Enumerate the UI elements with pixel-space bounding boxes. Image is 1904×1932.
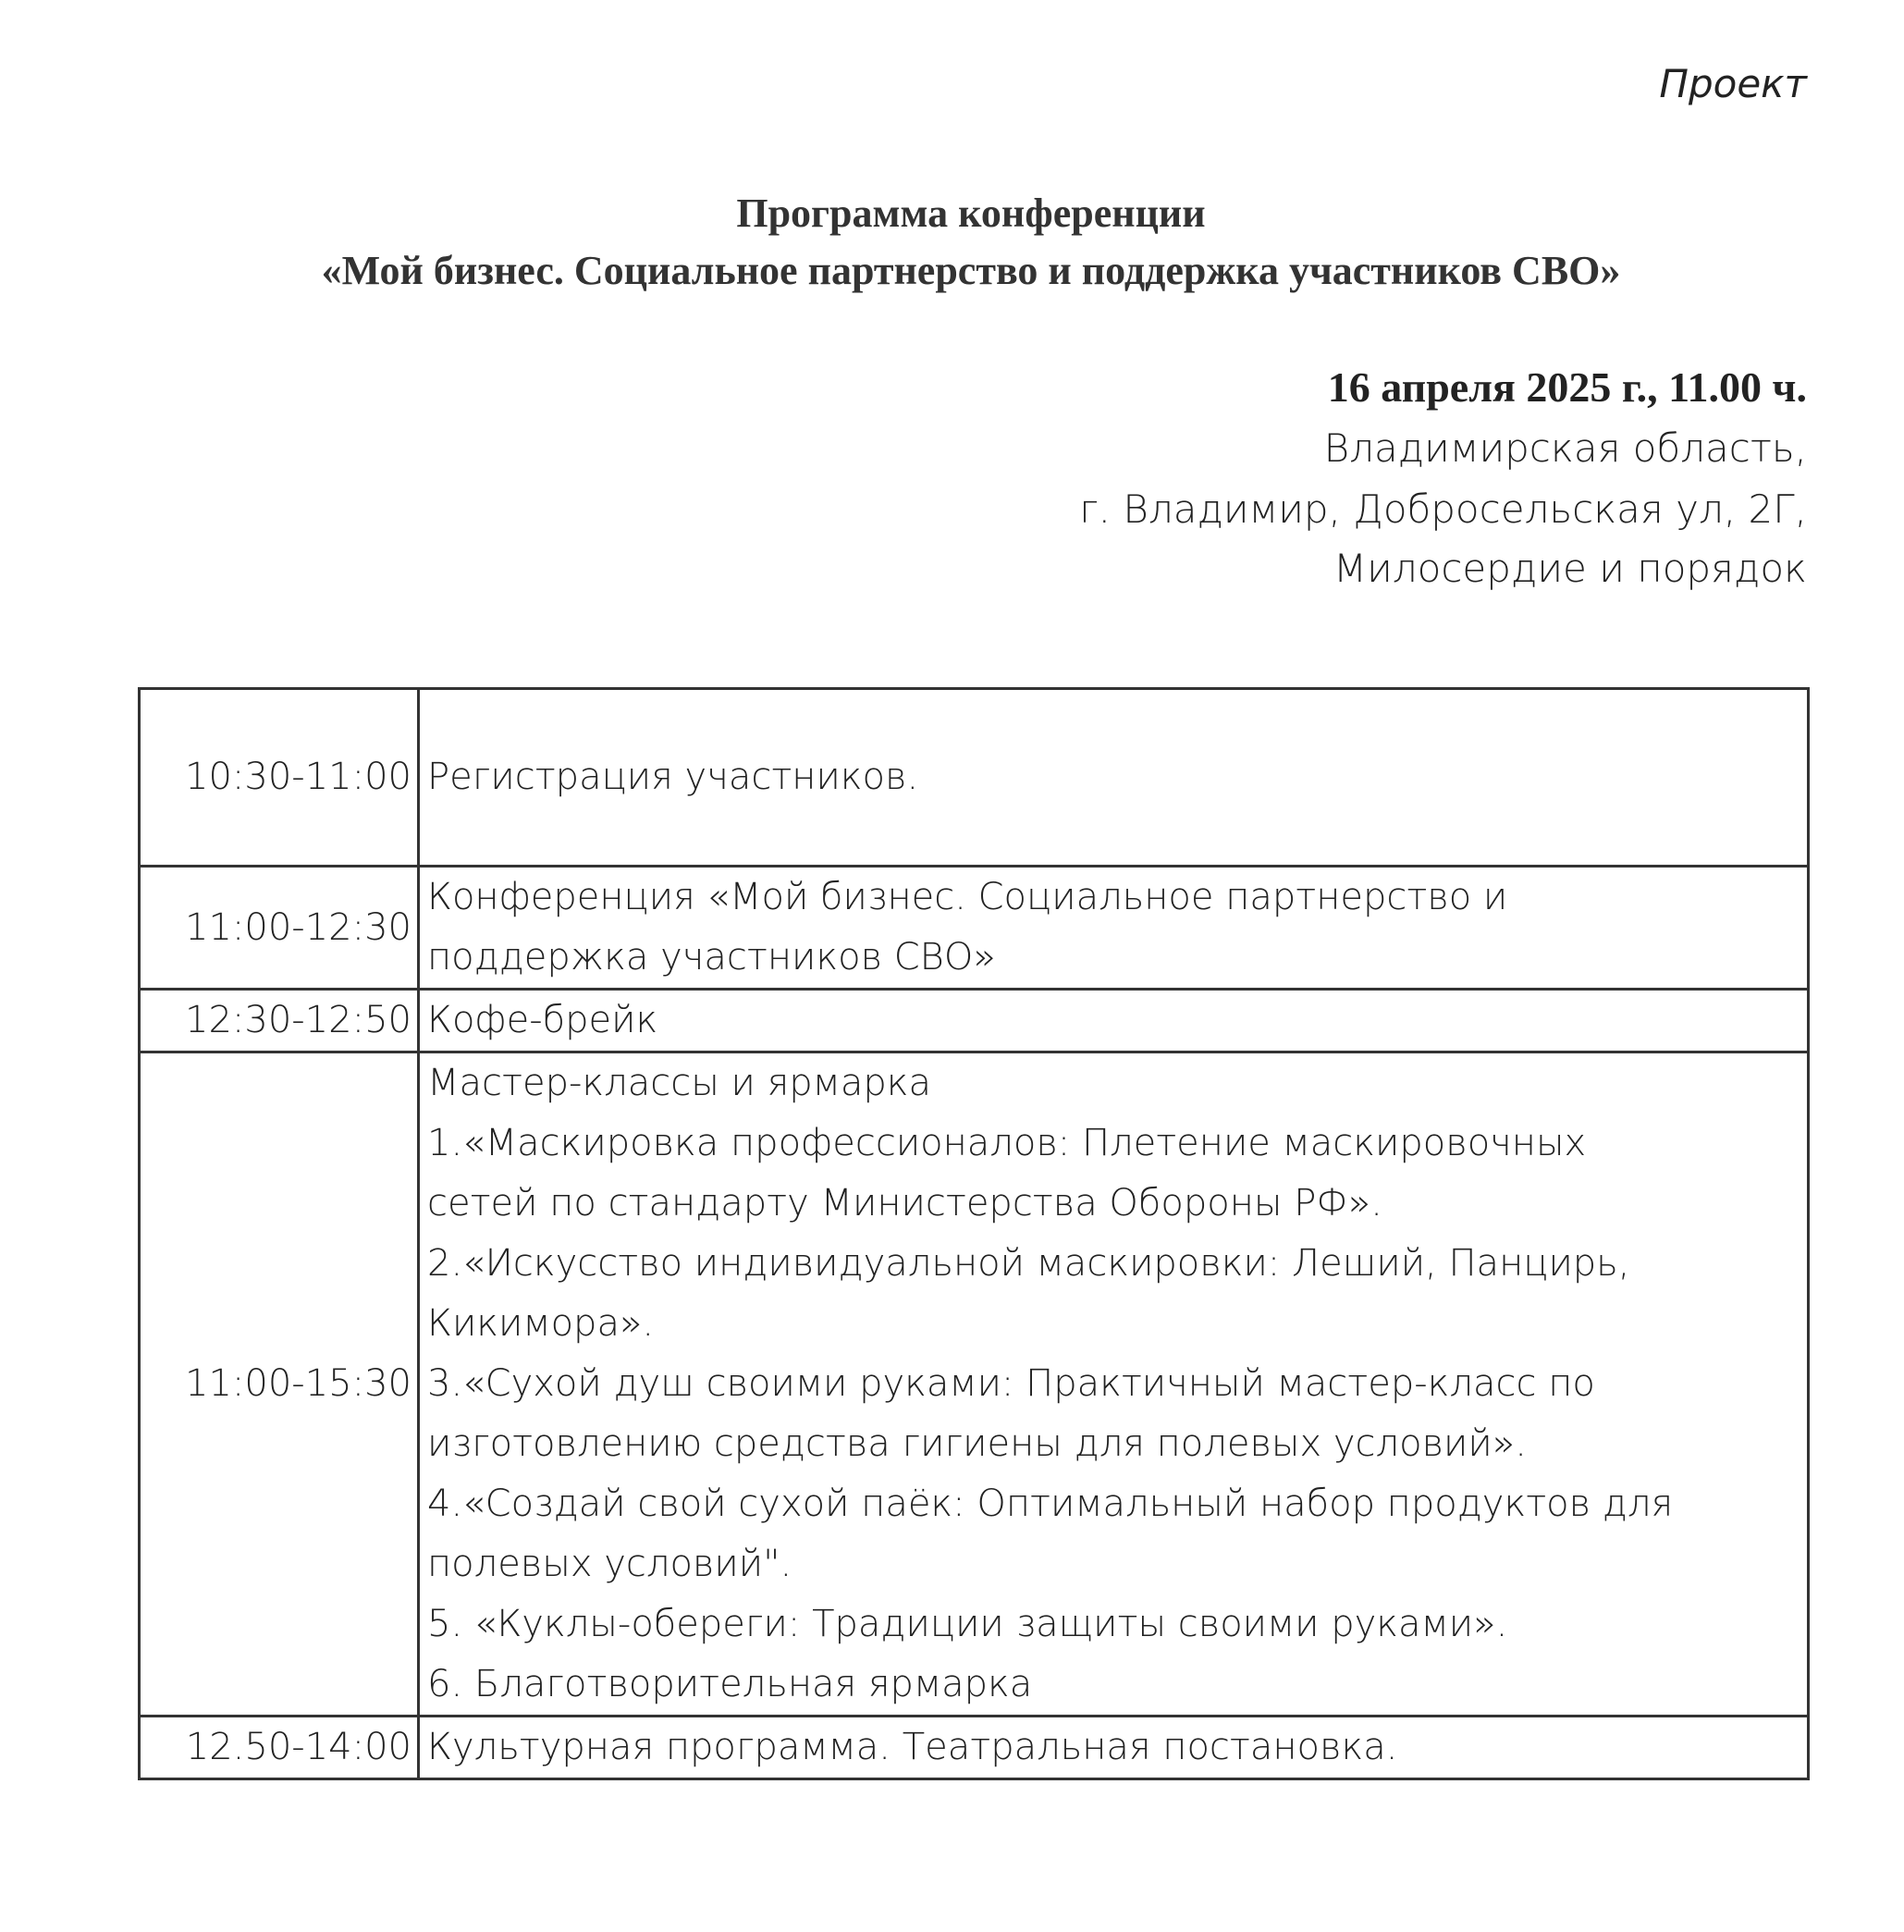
activity-line: Конференция «Мой бизнес. Социальное партнерство и xyxy=(427,876,1508,918)
draft-label: Проект xyxy=(1659,61,1807,106)
activity-line: 3.«Сухой душ своими руками: Практичный мастер-класс по xyxy=(427,1362,1595,1405)
address-line: г. Владимир, Добросельская ул, 2Г, xyxy=(1079,486,1807,532)
activity-line: поддержка участников СВО» xyxy=(427,936,996,978)
activity-line: 1.«Маскировка профессионалов: Плетение маскировочных xyxy=(427,1122,1587,1164)
table-row xyxy=(140,1717,1809,1779)
activity-line: 5. «Куклы-обереги: Традиции защиты своими руками». xyxy=(427,1603,1508,1645)
activity-line: Кофе-брейк xyxy=(427,999,658,1041)
address-line: Владимирская область, xyxy=(1323,425,1807,471)
activity-line: Регистрация участников. xyxy=(427,756,919,798)
event-date: 16 апреля 2025 г., 11.00 ч. xyxy=(1327,363,1807,411)
activity-line: Культурная программа. Театральная постановка. xyxy=(427,1726,1398,1768)
activity-cell xyxy=(419,990,1809,1052)
activity-line: 2.«Искусство индивидуальной маскировки: Леший, Панцирь, xyxy=(427,1242,1630,1285)
time-cell: 10:30-11:00 xyxy=(140,689,419,867)
schedule-table xyxy=(138,687,1810,1780)
activity-line: Кикимора». xyxy=(427,1302,655,1345)
time-cell: 12:30-12:50 xyxy=(140,990,419,1052)
table-row xyxy=(140,867,1809,990)
time-cell: 12.50-14:00 xyxy=(140,1717,419,1779)
table-row xyxy=(140,990,1809,1052)
activity-cell xyxy=(419,689,1809,867)
activity-line: сетей по стандарту Министерства Обороны РФ». xyxy=(427,1182,1382,1224)
table-row xyxy=(140,689,1809,867)
activity-line: полевых условий". xyxy=(427,1543,792,1585)
table-row xyxy=(140,1052,1809,1717)
conference-name: «Мой бизнес. Социальное партнерство и поддержка участников СВО» xyxy=(321,248,1621,293)
document-title: Программа конференции xyxy=(736,191,1206,236)
activity-cell xyxy=(419,1717,1809,1779)
activity-line: изготовлению средства гигиены для полевых условий». xyxy=(427,1422,1527,1465)
activity-line: Мастер-классы и ярмарка xyxy=(427,1062,931,1104)
activity-line: 4.«Создай свой сухой паёк: Оптимальный набор продуктов для xyxy=(427,1483,1674,1525)
activity-cell xyxy=(419,1052,1809,1717)
activity-cell xyxy=(419,867,1809,990)
time-cell: 11:00-15:30 xyxy=(140,1052,419,1717)
activity-line: 6. Благотворительная ярмарка xyxy=(427,1663,1033,1705)
time-cell: 11:00-12:30 xyxy=(140,867,419,990)
address-line: Милосердие и порядок xyxy=(1333,546,1807,591)
